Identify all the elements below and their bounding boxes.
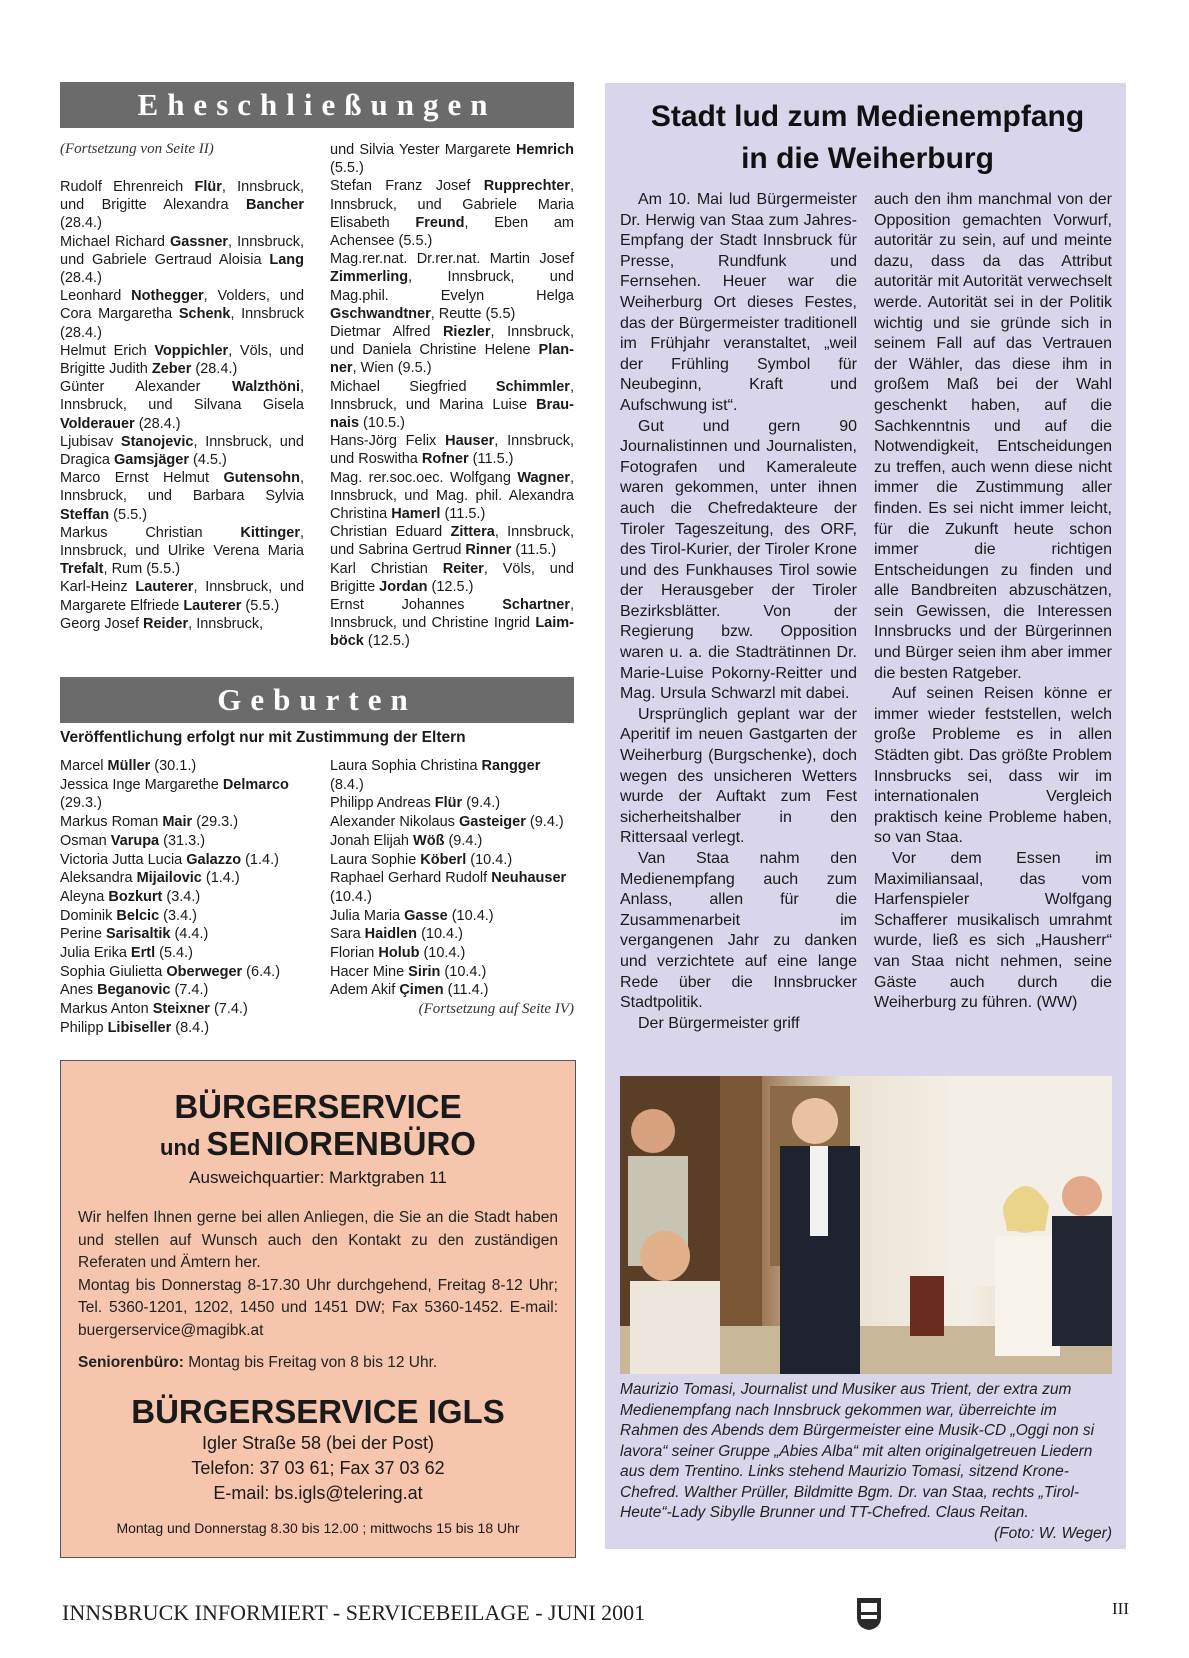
marriage-entry: und Silvia Yester Margarete Hemrich (5.5.) — [330, 142, 574, 177]
birth-entry: Florian Holub (10.4.) — [330, 945, 466, 962]
birth-entry: Julia Maria Gasse (10.4.) — [330, 907, 494, 924]
igls-phone: Telefon: 37 03 61; Fax 37 03 62 — [191, 1457, 445, 1478]
marriage-entry: Michael Richard Gassner, Innsbruck, und Gabriele Gertraud Aloisia Lang (28.4.) — [60, 233, 304, 287]
birth-entry: Sara Haidlen (10.4.) — [330, 926, 463, 943]
senioren-hours: Seniorenbüro: Montag bis Freitag von 8 bis 12 Uhr. — [78, 1354, 438, 1371]
article-headline: Stadt lud zum Medienempfang in die Weiherburg — [650, 100, 1085, 175]
birth-entry: Raphael Gerhard Rudolf Neuhauser (10.4.) — [330, 870, 567, 905]
marriage-entry: Ljubisav Stanojevic, Innsbruck, und Dragica Gamsjäger (4.5.) — [60, 433, 304, 469]
photo-caption: Maurizio Tomasi, Journalist und Musiker aus Trient, der extra zum Medienempfang nach Innsbruck gekommen war, überreichte im Rahmen des Abends dem Bürgermeister eine Musik-CD „Oggi non si lavora“ seiner Gruppe „Abies Alba“ mit alten originalgetreuen Liedern aus dem Trentino. Links stehend Maurizio Tomasi, sitzend Krone-Chefred. Walther Prüller, Bildmitte Bgm. Dr. van Staa, rechts „Tirol-Heute“-Lady Sibylle Brunner und TT-Chefred. Claus Reitan. (Foto: W. Weger) — [620, 1380, 1112, 1544]
igls-hours: Montag und Donnerstag 8.30 bis 12.00 ; mittwochs 15 bis 18 Uhr — [116, 1519, 520, 1536]
igls-title: BÜRGERSERVICE IGLS — [131, 1392, 505, 1430]
marriage-entry: Michael Siegfried Schimmler, Innsbruck, und Marina Luise Braunais (10.5.) — [330, 378, 574, 432]
article-paragraph: auch den ihm manchmal von der Opposition gemachten Vorwurf, autoritär zu sein, auf und meinte dazu, dass da das Attribut autoritär mit Autorität verwechselt werde. Autorität sei in der Politik wichtig und sie gründe sich in seinem Fall auf das Vertrauen der Wähler, das diese ihm in großem Maß bei der Wahl geschenkt haben, auf die Sachkenntnis und auf die Notwendigkeit, Entscheidungen zu treffen, auch wenn diese nicht immer die Zustimmung aller finden. Es sei nicht immer leicht, für die Zukunft heute schon immer die richtigen Entscheidungen zu finden und alle Bandbreiten abzuschätzen, sein Gewissen, die Interessen Innsbrucks und der Bürgerinnen und Bürger seien ihm aber immer die besten Ratgeber. — [874, 191, 1112, 682]
birth-entry: Aleksandra Mijailovic (1.4.) — [60, 870, 240, 887]
marriage-entry: Christian Eduard Zittera, Innsbruck, und Sabrina Gertrud Rinner (11.5.) — [330, 524, 575, 559]
marriages-column-2 — [330, 141, 574, 651]
birth-entry: Adem Akif Çimen (11.4.) — [330, 982, 489, 999]
birth-entry: Dominik Belcic (3.4.) — [60, 907, 198, 924]
births-banner: Geburten — [60, 677, 574, 723]
article-paragraph: Der Bürgermeister griff — [638, 1014, 800, 1032]
marriage-entry: Günter Alexander Walzthöni, Innsbruck, und Silvana Gisela Volderauer (28.4.) — [60, 379, 304, 432]
birth-entry: Osman Varupa (31.3.) — [60, 832, 206, 849]
marriage-entry: Markus Christian Kittinger, Innsbruck, und Ulrike Verena Maria Trefalt, Rum (5.5.) — [60, 524, 304, 578]
marriage-entry: Helmut Erich Voppichler, Völs, und Brigitte Judith Zeber (28.4.) — [60, 342, 304, 378]
photo-credit: (Foto: W. Weger) — [994, 1524, 1112, 1542]
page-number: III — [1112, 1599, 1129, 1618]
marriages-banner: Eheschließungen — [60, 82, 574, 128]
birth-entry: Philipp Libiseller (8.4.) — [60, 1019, 210, 1036]
birth-entry: Hacer Mine Sirin (10.4.) — [330, 963, 487, 980]
birth-entry: Markus Roman Mair (29.3.) — [60, 814, 239, 831]
marriage-entry: Georg Josef Reider, Innsbruck, — [60, 615, 264, 632]
article-paragraph: Auf seinen Reisen könne er immer wieder feststellen, welch große Probleme es in allen Städten gibt. Das größte Problem Innsbrucks sei, dass wir im internationalen Vergleich praktisch keine Probleme haben, so van Staa. — [874, 685, 1112, 847]
marriage-entry: Ernst Johannes Schartner, Innsbruck, und Christine Ingrid Laimböck (12.5.) — [330, 597, 574, 650]
birth-entry: Markus Anton Steixner (7.4.) — [60, 1001, 248, 1018]
birth-entry: Alexander Nikolaus Gasteiger (9.4.) — [330, 814, 564, 831]
marriages-continued-note: (Fortsetzung von Seite II) — [60, 141, 214, 157]
birth-entry: Victoria Jutta Lucia Galazzo (1.4.) — [60, 851, 279, 868]
marriages-column-1 — [60, 178, 304, 633]
service-hours: Montag bis Donnerstag 8-17.30 Uhr durchgehend, Freitag 8-12 Uhr; Tel. 5360-1201, 1202, 1450 und 1451 DW; Fax 5360-1452. E-mail: buergerservice@magibk.at — [78, 1276, 558, 1339]
births-column-1 — [60, 757, 304, 1038]
photo-illustration — [620, 1076, 1112, 1374]
marriage-entry: Dietmar Alfred Riezler, Innsbruck, und Daniela Christine Helene Planner, Wien (9.5.) — [330, 324, 574, 377]
birth-entry: Perine Sarisaltik (4.4.) — [60, 926, 209, 943]
article-paragraph: Vor dem Essen im Maximiliansaal, das vom Harfenspieler Wolfgang Schafferer musikalisch umrahmt wurde, ließ es sich „Hausherr“ van Staa nicht nehmen, seine Gäste auch durch die Weiherburg zu führen. (WW) — [874, 850, 1112, 1012]
birth-entry: Philipp Andreas Flür (9.4.) — [330, 795, 501, 812]
buergerservice-box — [60, 1060, 576, 1558]
marriage-entry: Karl-Heinz Lauterer, Innsbruck, und Margarete Elfriede Lauterer (5.5.) — [60, 579, 305, 614]
igls-address: Igler Straße 58 (bei der Post) — [201, 1432, 435, 1453]
buergerservice-title: BÜRGERSERVICE — [174, 1088, 462, 1125]
birth-entry: Laura Sophia Christina Rangger (8.4.) — [330, 758, 541, 793]
marriage-entry: Hans-Jörg Felix Hauser, Innsbruck, und Roswitha Rofner (11.5.) — [330, 433, 575, 468]
births-continued-note: (Fortsetzung auf Seite IV) — [418, 1001, 574, 1018]
birth-entry: Julia Erika Ertl (5.4.) — [60, 945, 193, 962]
birth-entry: Marcel Müller (30.1.) — [60, 758, 197, 774]
article-paragraph: Gut und gern 90 Journalistinnen und Journalisten, Fotografen und Kameraleute waren gekommen, unter ihnen auch die Chefredakteure der Tiroler Tageszeitung, des ORF, des Tirol-Kurier, der Tiroler Krone und des Funkhauses Tirol sowie der Herausgeber der Tiroler Bezirksblätter. Von der Regierung bzw. Opposition waren u. a. die Stadträtinnen Dr. Marie-Luise Pokorny-Reitter und Mag. Ursula Schwarzl mit dabei. — [620, 417, 857, 703]
city-crest-icon — [856, 1597, 882, 1631]
birth-entry: Aleyna Bozkurt (3.4.) — [60, 888, 201, 905]
article-paragraph: Am 10. Mai lud Bürgermeister Dr. Herwig van Staa zum Jahres-Empfang der Stadt Innsbruck für Presse, Rundfunk und Fernsehen. Heuer war die Weiherburg Ort dieses Festes, das der Bürgermeister traditionell im Frühjahr veranstaltet, „weil der Frühling Symbol für Neubeginn, Kraft und Aufschwung ist“. — [620, 191, 857, 414]
article-photo — [620, 1076, 1112, 1374]
article-paragraph: Van Staa nahm den Medienempfang auch zum Anlass, allen für die Zusammenarbeit im vergangenen Jahr zu danken und verzichtete auf eine lange Rede über die Innsbrucker Stadtpolitik. — [620, 850, 857, 1012]
article-column-right — [874, 190, 1112, 1014]
birth-entry: Laura Sophie Köberl (10.4.) — [330, 851, 513, 868]
marriage-entry: Marco Ernst Helmut Gutensohn, Innsbruck, und Barbara Sylvia Steffan (5.5.) — [60, 470, 304, 523]
service-description: Wir helfen Ihnen gerne bei allen Anliegen, die Sie an die Stadt haben und stellen auf Wunsch auch den Kontakt zu den zuständigen Referaten und Ämtern her. — [78, 1209, 558, 1271]
marriage-entry: Mag.rer.nat. Dr.rer.nat. Martin Josef Zimmerling, Innsbruck, und Mag.phil. Evelyn Helga Gschwandtner, Reutte (5.5) — [330, 251, 574, 322]
article-column-left — [620, 190, 857, 1034]
igls-email: E-mail: bs.igls@telering.at — [213, 1482, 423, 1503]
page-footer: INNSBRUCK INFORMIERT - SERVICEBEILAGE - JUNI 2001 — [62, 1600, 646, 1625]
marriage-entry: Mag. rer.soc.oec. Wolfgang Wagner, Innsbruck, und Mag. phil. Alexandra Christina Hamerl (11.5.) — [330, 469, 574, 523]
birth-entry: Jonah Elijah Wöß (9.4.) — [330, 832, 483, 849]
marriage-entry: Rudolf Ehrenreich Flür, Innsbruck, und Brigitte Alexandra Bancher (28.4.) — [60, 179, 304, 232]
births-column-2 — [330, 757, 574, 1019]
marriage-entry: Stefan Franz Josef Rupprechter, Innsbruck, und Gabriele Maria Elisabeth Freund, Eben am Achensee (5.5.) — [330, 178, 574, 250]
birth-entry: Jessica Inge Margarethe Delmarco (29.3.) — [60, 776, 289, 812]
births-consent-note: Veröffentlichung erfolgt nur mit Zustimmung der Eltern — [60, 729, 466, 746]
birth-entry: Anes Beganovic (7.4.) — [60, 982, 209, 999]
service-subtitle: Ausweichquartier: Marktgraben 11 — [189, 1168, 447, 1187]
marriage-entry: Karl Christian Reiter, Völs, und Brigitte Jordan (12.5.) — [330, 560, 574, 595]
marriage-entry: Leonhard Nothegger, Volders, und Cora Margaretha Schenk, Innsbruck (28.4.) — [60, 288, 305, 341]
birth-entry: Sophia Giulietta Oberweger (6.4.) — [60, 963, 281, 980]
seniorenbuero-title: und SENIORENBÜRO — [160, 1125, 476, 1162]
article-paragraph: Ursprünglich geplant war der Aperitif im neuen Gastgarten der Weiherburg (Burgschenke), doch wegen des unsicheren Wetters wurde der Auftakt zum Fest sicherheitshalber in den Rittersaal verlegt. — [620, 705, 857, 847]
